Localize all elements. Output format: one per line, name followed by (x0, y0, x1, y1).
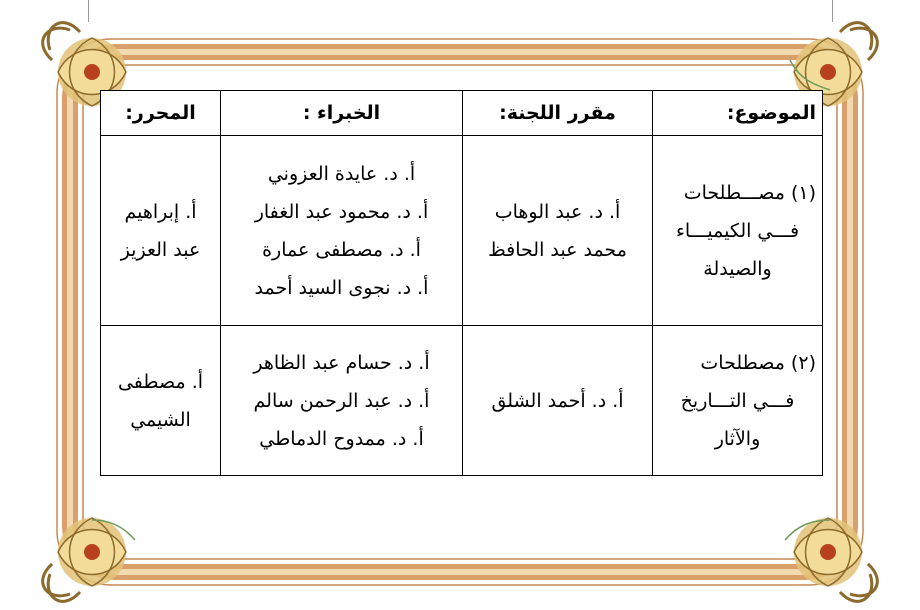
row2-expert-1: أ. د. حسام عبد الظاهر (253, 351, 430, 374)
header-committee-chair: مقرر اللجنة: (463, 91, 653, 136)
row2-chair-cell (463, 326, 653, 476)
row1-chair-cell (463, 136, 653, 326)
row1-topic-cell (653, 136, 823, 326)
row2-topic-line-2: فـــي التـــاريخ (680, 389, 795, 412)
row1-editor-line-1: أ. إبراهيم (124, 200, 197, 223)
row1-experts-cell (221, 136, 463, 326)
header-editor: المحرر: (101, 91, 221, 136)
row2-topic-cell (653, 326, 823, 476)
header-experts: الخبراء : (221, 91, 463, 136)
row1-expert-2: أ. د. محمود عبد الغفار (254, 200, 429, 223)
row1-editor-cell (101, 136, 221, 326)
row2-topic-line-3: والآثار (714, 427, 761, 450)
row1-topic-line-1: (١) مصـــطلحات (683, 181, 816, 204)
row2-topic-line-1: (٢) مصطلحات (700, 351, 816, 374)
table-row (101, 136, 823, 326)
row1-expert-1: أ. د. عايدة العزوني (267, 162, 416, 185)
table-row (101, 326, 823, 476)
header-topic: الموضوع: (653, 91, 823, 136)
row2-chair-line-1: أ. د. أحمد الشلق (491, 389, 624, 412)
row1-editor-line-2: عبد العزيز (120, 238, 201, 261)
row1-expert-4: أ. د. نجوى السيد أحمد (254, 276, 429, 299)
row1-chair-line-1: أ. د. عبد الوهاب (494, 200, 621, 223)
row1-expert-3: أ. د. مصطفى عمارة (262, 238, 421, 261)
row1-chair-line-2: محمد عبد الحافظ (488, 238, 627, 261)
row2-expert-3: أ. د. ممدوح الدماطي (259, 427, 424, 450)
row2-editor-cell (101, 326, 221, 476)
row2-expert-2: أ. د. عبد الرحمن سالم (253, 389, 430, 412)
table-header-row (101, 91, 823, 136)
corner-ornament-bottom-left (43, 518, 126, 601)
row2-editor-line-2: الشيمي (130, 408, 191, 431)
corner-ornament-bottom-right (794, 518, 877, 601)
row2-experts-cell (221, 326, 463, 476)
row1-topic-line-3: والصيدلة (703, 257, 772, 280)
row2-editor-line-1: أ. مصطفى (117, 370, 204, 393)
committee-table (100, 90, 823, 476)
row1-topic-line-2: فـــي الكيميـــاء (675, 219, 800, 242)
